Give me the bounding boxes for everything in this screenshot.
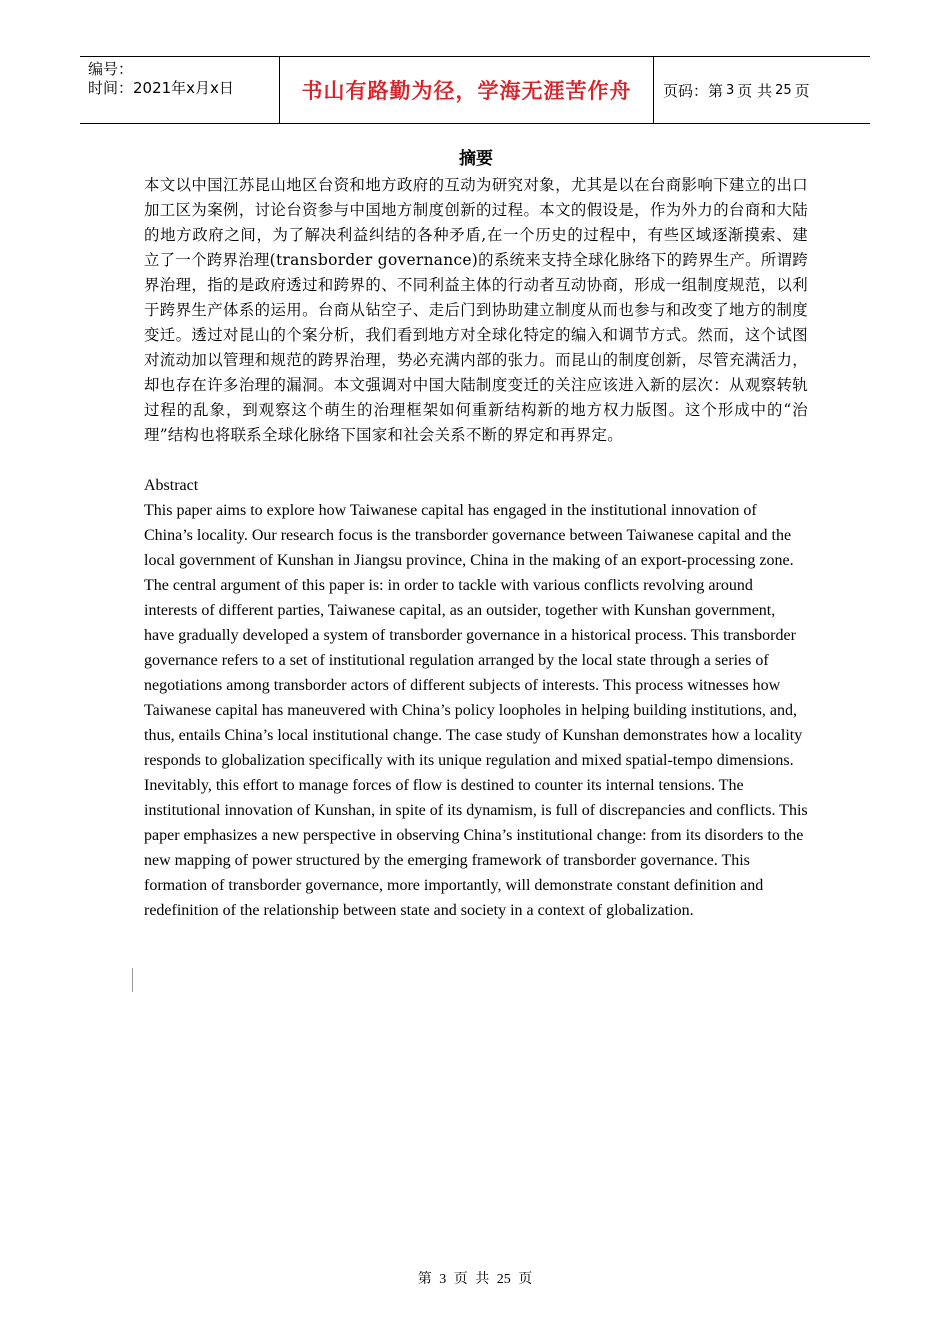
page-mid: 页 共 xyxy=(737,81,773,100)
document-body xyxy=(144,146,808,923)
page-prefix: 页码：第 xyxy=(663,81,724,100)
header-info-cell xyxy=(80,57,280,123)
abstract-cn-paragraph: 本文以中国江苏昆山地区台资和地方政府的互动为研究对象，尤其是以在台商影响下建立的出口加工区为案例，讨论台资参与中国地方制度创新的过程。本文的假设是，作为外力的台商和大陆的地方政府之间，为了解决利益纠结的各种矛盾,在一个历史的过程中，有些区域逐渐摸索、建立了一个跨界治理(transborder governance)的系统来支持全球化脉络下的跨界生产。所谓跨界治理，指的是政府透过和跨界的、不同利益主体的行动者互动协商，形成一组制度规范，以利于跨界生产体系的运用。台商从钻空子、走后门到协助建立制度从而也参与和改变了地方的制度变迁。透过对昆山的个案分析，我们看到地方对全球化特定的编入和调节方式。然而，这个试图对流动加以管理和规范的跨界治理，势必充满内部的张力。而昆山的制度创新，尽管充满活力，却也存在许多治理的漏洞。本文强调对中国大陆制度变迁的关注应该进入新的层次：从观察转轨过程的乱象，到观察这个萌生的治理框架如何重新结构新的地方权力版图。这个形成中的“治理”结构也将联系全球化脉络下国家和社会关系不断的界定和再界定。 xyxy=(144,176,808,444)
footer-page-number: 第 3 页 共 25 页 xyxy=(417,1272,533,1287)
page-suffix: 页 xyxy=(794,81,810,100)
abstract-cn-title: 摘要 xyxy=(459,149,493,169)
abstract-en-title: Abstract xyxy=(144,477,199,494)
abstract-en-paragraph: This paper aims to explore how Taiwanese capital has engaged in the institutional innovation of China’s locality. Our research focus is the transborder governance between Taiwanese capital and the local government of Kunshan in Jiangsu province, China in the making of an export-processing zone. The central argument of this paper is: in order to tackle with various conflicts revolving around interests of different parties, Taiwanese capital, as an outsider, together with Kunshan government, have gradually developed a system of transborder governance in a historical process. This transborder governance refers to a set of institutional regulation arranged by the local state through a series of negotiations among transborder actors of different subjects of interests. This process witnesses how Taiwanese capital has maneuvered with China’s policy loopholes in helping building institutions, and, thus, entails China’s local institutional change. The case study of Kunshan demonstrates how a locality responds to globalization specifically with its unique regulation and mixed spatial-tempo dimensions. Inevitably, this effort to manage forces of flow is destined to counter its internal tensions. The institutional innovation of Kunshan, in spite of its dynamism, is full of discrepancies and conflicts. This paper emphasizes a new perspective in observing China’s institutional change: from its disorders to the new mapping of power structured by the emerging framework of transborder governance. This formation of transborder governance, more importantly, will demonstrate constant definition and redefinition of the relationship between state and society in a context of globalization. xyxy=(144,502,808,919)
page-current: 3 xyxy=(726,82,735,98)
document-date: 时间：2021年x月x日 xyxy=(88,79,234,97)
text-cursor-marker xyxy=(132,968,133,992)
header-motto: 书山有路勤为径，学海无涯苦作舟 xyxy=(280,57,654,123)
page-total: 25 xyxy=(775,82,792,98)
page-footer xyxy=(0,1268,950,1288)
page-header xyxy=(80,56,870,124)
document-id-label: 编号： xyxy=(88,60,134,78)
header-page-indicator xyxy=(654,57,870,123)
